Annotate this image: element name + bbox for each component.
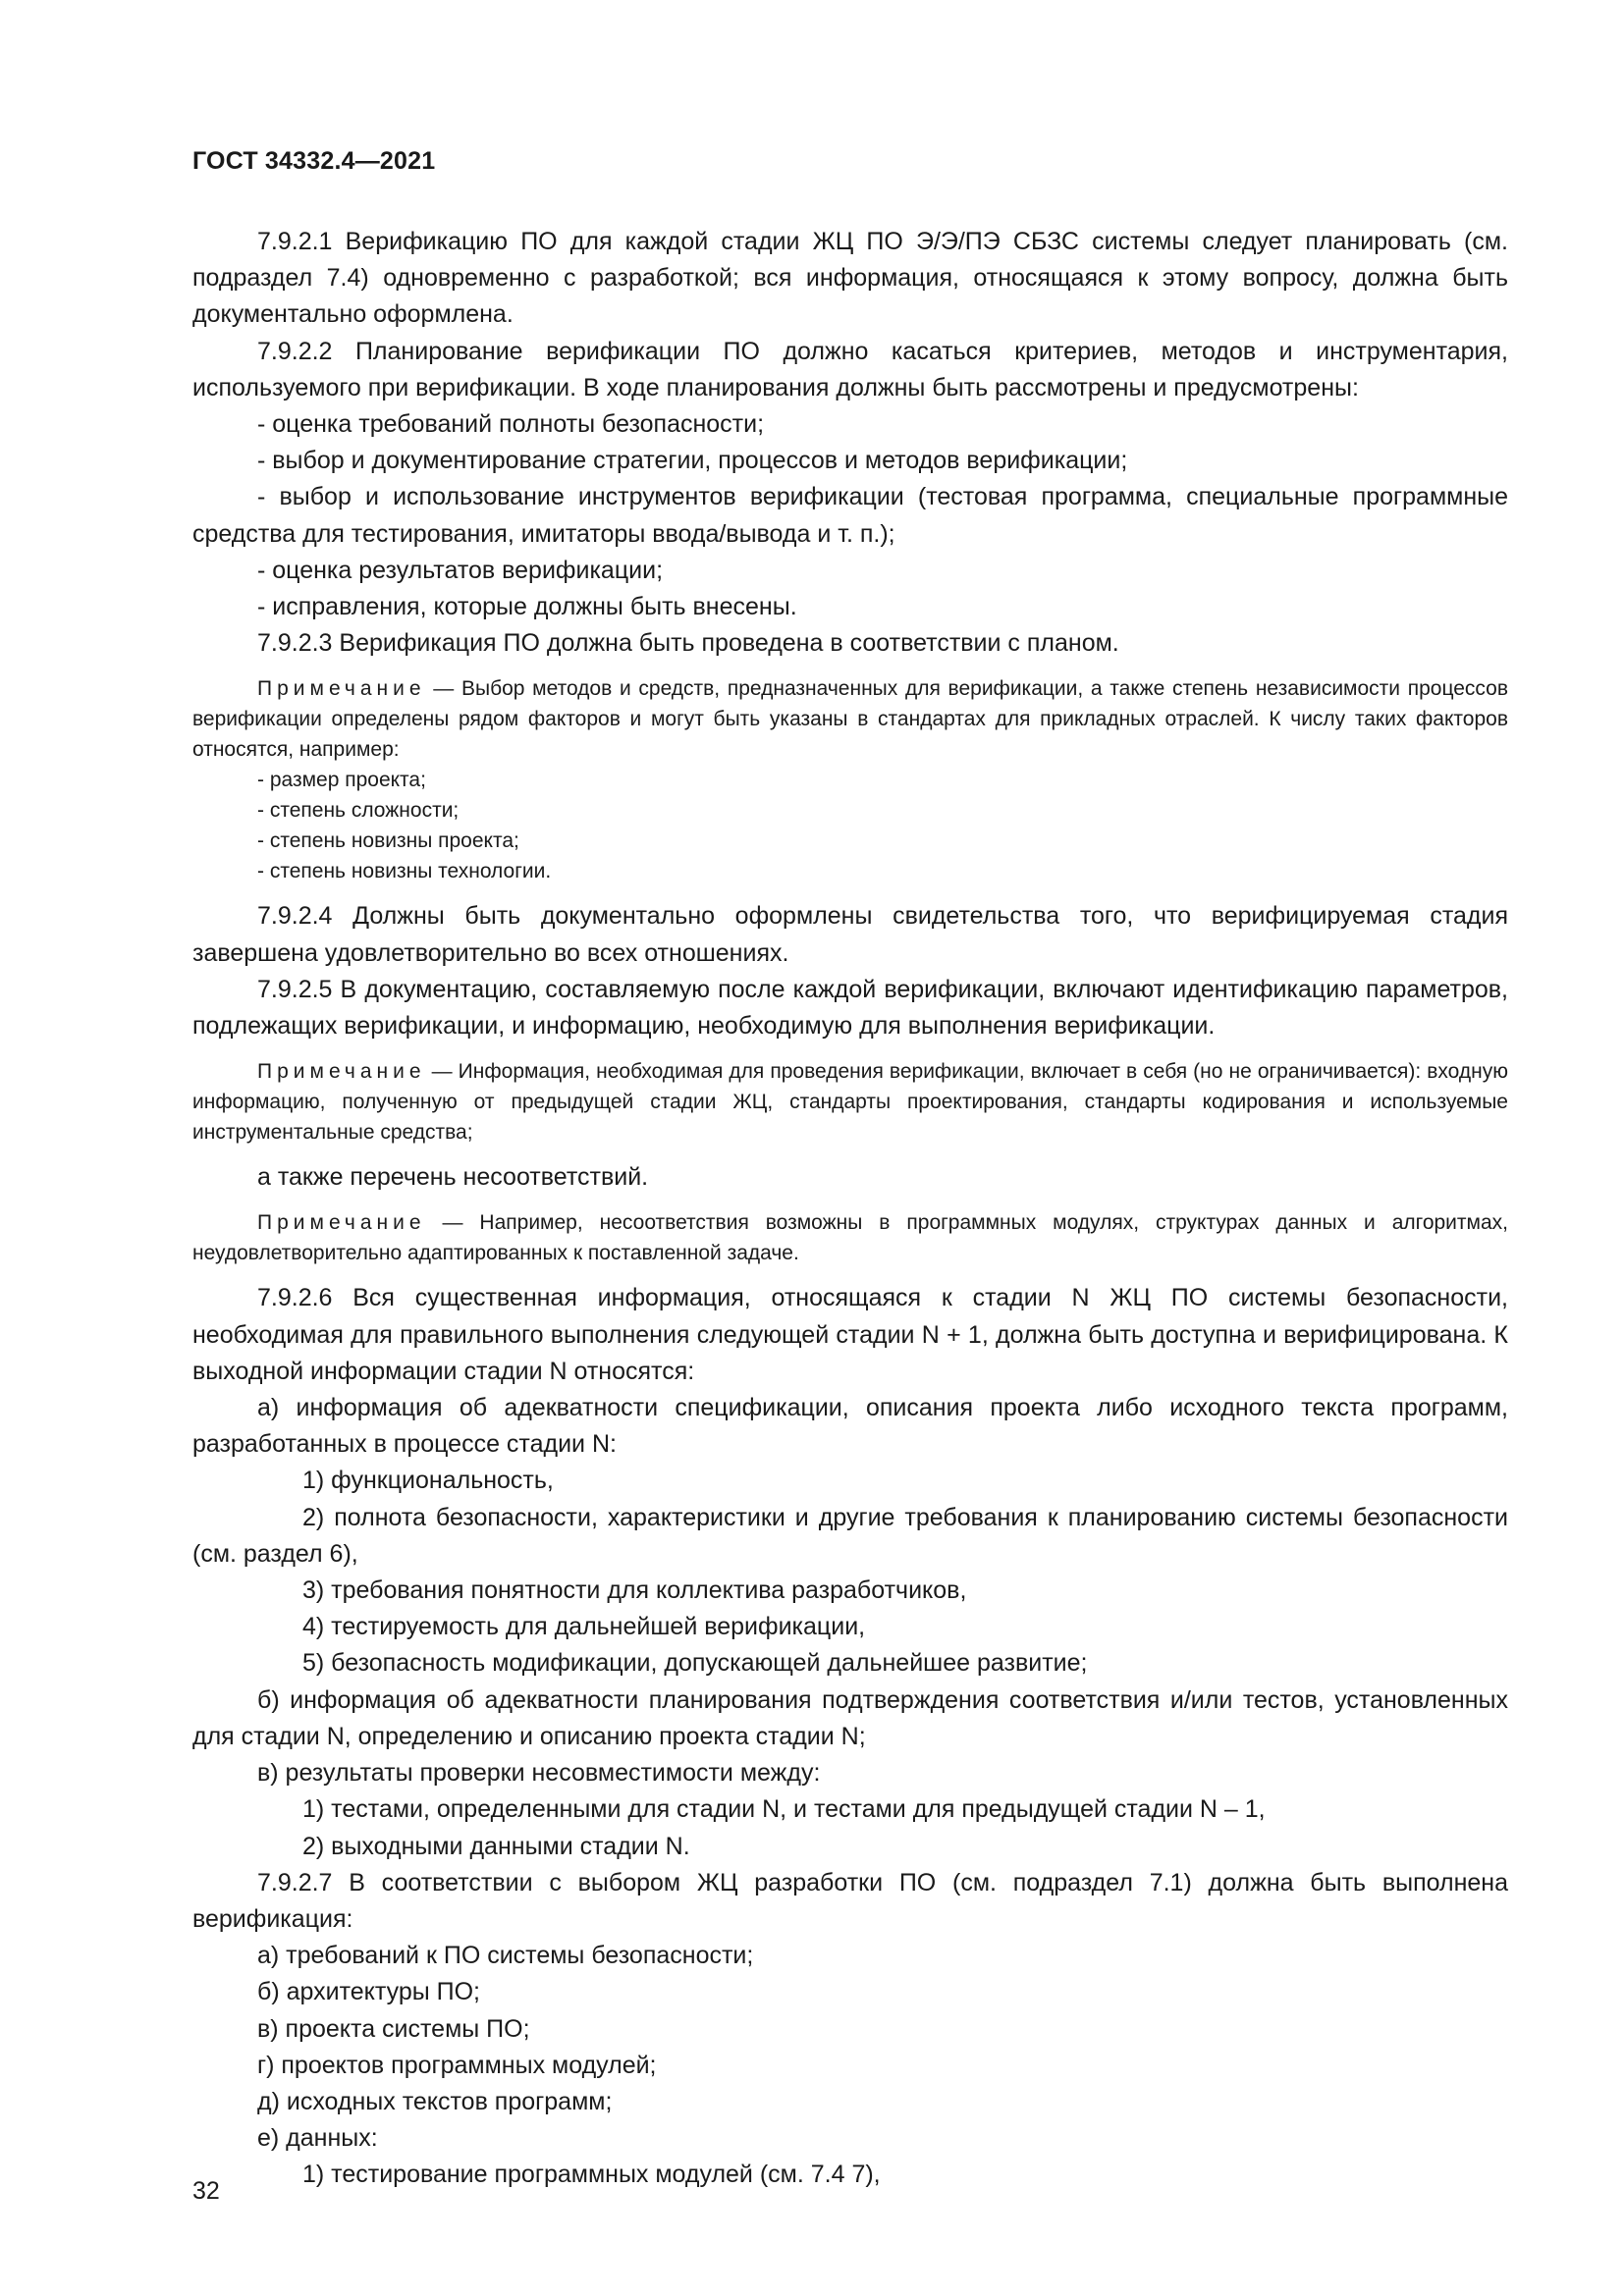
note-block [192, 1056, 1508, 1148]
note-list-item: - степень новизны проекта; [257, 829, 519, 853]
document-body [192, 224, 1508, 2194]
clause-continuation: а также перечень несоответствий. [257, 1163, 649, 1192]
clause-7-9-2-1: 7.9.2.1 Верификацию ПО для каждой стадии ЖЦ ПО Э/Э/ПЭ СБЗС системы следует планировать (см. подраздел 7.4) одновременно с разработкой; вся информация, относящаяся к этому вопросу, должна быть документально оформлена. [192, 228, 1508, 329]
note-label: Примечание [257, 677, 426, 701]
list-item: а) информация об адекватности спецификации, описания проекта либо исходного текста программ, разработанных в процессе стадии N: [192, 1394, 1508, 1459]
note-text: — Например, несоответствия возможны в программных модулях, структурах данных и алгоритмах, неудовлетворительно адаптированных к поставленной задаче. [192, 1211, 1508, 1265]
note-paragraph [192, 1207, 1508, 1268]
list-item: - выбор и использование инструментов верификации (тестовая программа, специальные программные средства для тестирования, имитаторы ввода/вывода и т. п.); [192, 483, 1508, 548]
note-list-item: - размер проекта; [257, 769, 426, 792]
list-item: - выбор и документирование стратегии, процессов и методов верификации; [257, 447, 1128, 475]
clause-7-9-2-5: 7.9.2.5 В документацию, составляемую после каждой верификации, включают идентификацию параметров, подлежащих верификации, и информацию, необходимую для выполнения верификации. [192, 975, 1508, 1041]
sub-list-item: 1) функциональность, [302, 1467, 554, 1495]
clause-7-9-2-6: 7.9.2.6 Вся существенная информация, относящаяся к стадии N ЖЦ ПО системы безопасности, необходимая для правильного выполнения следующей стадии N + 1, должна быть доступна и верифицирована. К выходной информации стадии N относятся: [192, 1284, 1508, 1385]
clause-7-9-2-7: 7.9.2.7 В соответствии с выбором ЖЦ разработки ПО (см. подраздел 7.1) должна быть выполнена верификация: [192, 1868, 1508, 1933]
sub-list-item: 5) безопасность модификации, допускающей дальнейшее развитие; [302, 1649, 1088, 1678]
note-paragraph [192, 673, 1508, 765]
list-item: г) проектов программных модулей; [257, 2051, 657, 2079]
list-item: - оценка результатов верификации; [257, 556, 664, 584]
sub-list-item: 1) тестирование программных модулей (см. 7.4 7), [302, 2161, 881, 2189]
note-label: Примечание [257, 1211, 426, 1235]
sub-list-item: 2) выходными данными стадии N. [302, 1832, 690, 1860]
sub-list-item: 2) полнота безопасности, характеристики и другие требования к планированию системы безопасности (см. раздел 6), [192, 1503, 1508, 1568]
note-label: Примечание [257, 1060, 426, 1084]
list-item: б) архитектуры ПО; [257, 1978, 481, 2006]
clause-7-9-2-4: 7.9.2.4 Должны быть документально оформлены свидетельства того, что верифицируемая стадия завершена удовлетворительно во всех отношениях. [192, 902, 1508, 967]
list-item: в) проекта системы ПО; [257, 2014, 530, 2043]
sub-list-item: 3) требования понятности для коллектива разработчиков, [302, 1576, 967, 1605]
note-list-item: - степень сложности; [257, 799, 460, 823]
document-header: ГОСТ 34332.4—2021 [192, 147, 436, 175]
sub-list-item: 4) тестируемость для дальнейшей верификации, [302, 1613, 866, 1641]
note-block [192, 673, 1508, 886]
note-text: — Информация, необходимая для проведения верификации, включает в себя (но не ограничивается): входную информацию, полученную от предыдущей стадии ЖЦ, стандарты проектирования, стандарты кодирования и используемые инструментальные средства; [192, 1060, 1508, 1145]
note-text: — Выбор методов и средств, предназначенных для верификации, а также степень независимости процессов верификации определены рядом факторов и могут быть указаны в стандартах для прикладных отраслей. К числу таких факторов относятся, например: [192, 677, 1508, 762]
note-list-item: - степень новизны технологии. [257, 860, 552, 883]
list-item: б) информация об адекватности планирования подтверждения соответствия и/или тестов, установленных для стадии N, определению и описанию проекта стадии N; [192, 1685, 1508, 1750]
list-item: - исправления, которые должны быть внесены. [257, 593, 797, 621]
list-item: е) данных: [257, 2124, 378, 2153]
page-number: 32 [192, 2177, 220, 2205]
note-paragraph [192, 1056, 1508, 1148]
list-item: - оценка требований полноты безопасности; [257, 410, 765, 439]
list-item: в) результаты проверки несовместимости между: [257, 1759, 821, 1788]
clause-7-9-2-3: 7.9.2.3 Верификация ПО должна быть проведена в соответствии с планом. [257, 629, 1119, 658]
list-item: а) требований к ПО системы безопасности; [257, 1942, 754, 1970]
clause-7-9-2-2: 7.9.2.2 Планирование верификации ПО должно касаться критериев, методов и инструментария, используемого при верификации. В ходе планирования должны быть рассмотрены и предусмотрены: [192, 337, 1508, 401]
note-block [192, 1207, 1508, 1268]
list-item: д) исходных текстов программ; [257, 2087, 613, 2115]
sub-list-item: 1) тестами, определенными для стадии N, и тестами для предыдущей стадии N – 1, [302, 1795, 1266, 1824]
